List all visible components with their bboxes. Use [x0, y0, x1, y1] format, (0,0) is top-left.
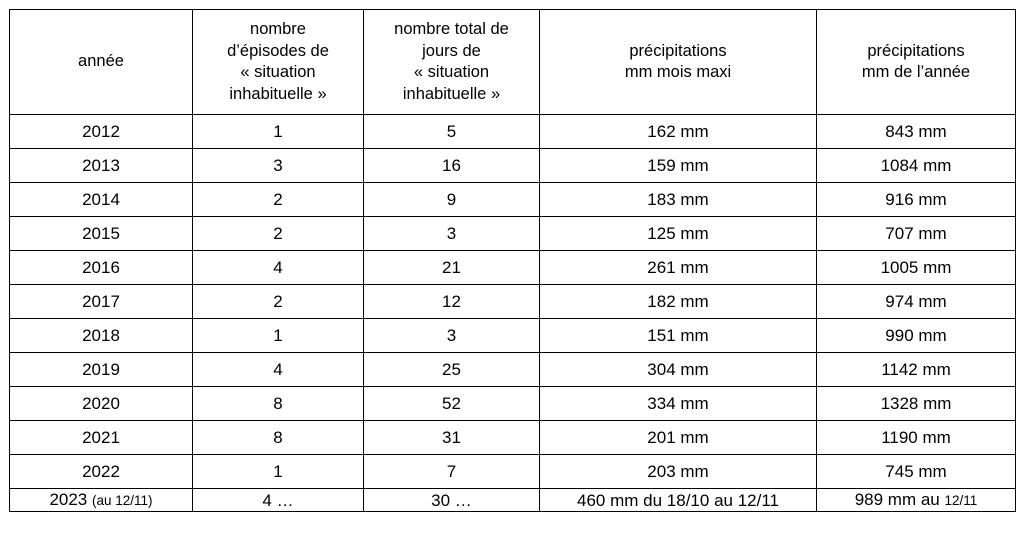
table-row — [10, 387, 1016, 421]
cell-year: 2016 — [10, 251, 193, 285]
cell-annual: 1084 mm — [817, 149, 1016, 183]
cell-max-month — [540, 489, 817, 512]
year-value: 2023 — [49, 490, 88, 509]
cell-max-month: 201 mm — [540, 421, 817, 455]
cell-episodes: 2 — [193, 285, 364, 319]
cell-annual: 1005 mm — [817, 251, 1016, 285]
table-row — [10, 285, 1016, 319]
cell-episodes: 2 — [193, 183, 364, 217]
cell-year: 2017 — [10, 285, 193, 319]
cell-episodes: 1 — [193, 115, 364, 149]
cell-days: 5 — [364, 115, 540, 149]
cell-days: 3 — [364, 217, 540, 251]
cell-annual — [817, 489, 1016, 512]
cell-episodes: 1 — [193, 319, 364, 353]
cell-episodes: 4 … — [193, 489, 364, 512]
cell-max-month: 151 mm — [540, 319, 817, 353]
cell-days: 30 … — [364, 489, 540, 512]
cell-days: 25 — [364, 353, 540, 387]
table-row — [10, 115, 1016, 149]
table-row — [10, 319, 1016, 353]
cell-episodes: 3 — [193, 149, 364, 183]
table-row-2023 — [10, 489, 1016, 512]
cell-annual: 974 mm — [817, 285, 1016, 319]
cell-days: 3 — [364, 319, 540, 353]
table-body — [10, 115, 1016, 489]
header-line: mm de l’année — [861, 63, 971, 81]
table-row — [10, 251, 1016, 285]
header-line: « situation — [413, 63, 490, 81]
cell-annual: 1328 mm — [817, 387, 1016, 421]
header-precip-annee — [817, 10, 1016, 115]
table-row — [10, 455, 1016, 489]
max-month-value: 460 mm — [577, 490, 639, 510]
annual-note: 12/11 — [944, 493, 978, 508]
cell-episodes: 2 — [193, 217, 364, 251]
cell-year: 2013 — [10, 149, 193, 183]
cell-days: 12 — [364, 285, 540, 319]
cell-days: 7 — [364, 455, 540, 489]
table-row — [10, 217, 1016, 251]
cell-max-month: 125 mm — [540, 217, 817, 251]
table-row — [10, 421, 1016, 455]
cell-annual: 990 mm — [817, 319, 1016, 353]
rainfall-episodes-table — [9, 9, 1016, 512]
cell-year — [10, 489, 193, 512]
year-note: (au 12/11) — [92, 493, 153, 508]
cell-days: 52 — [364, 387, 540, 421]
cell-episodes: 4 — [193, 353, 364, 387]
header-line: inhabituelle » — [402, 84, 501, 103]
cell-max-month: 182 mm — [540, 285, 817, 319]
cell-year: 2012 — [10, 115, 193, 149]
table-header-row — [10, 10, 1016, 115]
cell-annual: 707 mm — [817, 217, 1016, 251]
cell-year: 2015 — [10, 217, 193, 251]
cell-days: 21 — [364, 251, 540, 285]
cell-annual: 916 mm — [817, 183, 1016, 217]
cell-year: 2021 — [10, 421, 193, 455]
table-row — [10, 183, 1016, 217]
cell-max-month: 203 mm — [540, 455, 817, 489]
cell-max-month: 162 mm — [540, 115, 817, 149]
table-row — [10, 353, 1016, 387]
annual-value: 989 mm au — [854, 490, 940, 509]
header-line: nombre total de — [394, 20, 509, 38]
cell-annual: 1142 mm — [817, 353, 1016, 387]
cell-year: 2018 — [10, 319, 193, 353]
cell-max-month: 334 mm — [540, 387, 817, 421]
cell-max-month: 261 mm — [540, 251, 817, 285]
header-line: année — [78, 52, 124, 71]
header-line: « situation — [240, 63, 316, 81]
header-line: nombre — [250, 20, 306, 38]
header-line: précipitations — [867, 41, 965, 60]
header-precip-mois-maxi — [540, 10, 817, 115]
header-line: précipitations — [629, 41, 727, 60]
table-row — [10, 149, 1016, 183]
cell-episodes: 4 — [193, 251, 364, 285]
cell-days: 9 — [364, 183, 540, 217]
max-month-note: du 18/10 au 12/11 — [643, 490, 779, 510]
header-line: d’épisodes de — [227, 41, 329, 60]
cell-annual: 843 mm — [817, 115, 1016, 149]
header-annee — [10, 10, 193, 115]
cell-year: 2019 — [10, 353, 193, 387]
cell-max-month: 183 mm — [540, 183, 817, 217]
cell-episodes: 8 — [193, 421, 364, 455]
cell-episodes: 8 — [193, 387, 364, 421]
cell-days: 31 — [364, 421, 540, 455]
header-nombre-jours — [364, 10, 540, 115]
cell-year: 2020 — [10, 387, 193, 421]
cell-max-month: 159 mm — [540, 149, 817, 183]
header-line: jours de — [422, 41, 481, 60]
cell-episodes: 1 — [193, 455, 364, 489]
cell-annual: 1190 mm — [817, 421, 1016, 455]
header-line: inhabituelle » — [229, 84, 327, 103]
cell-year: 2022 — [10, 455, 193, 489]
header-line: mm mois maxi — [624, 63, 732, 81]
cell-max-month: 304 mm — [540, 353, 817, 387]
cell-year: 2014 — [10, 183, 193, 217]
header-nombre-episodes — [193, 10, 364, 115]
cell-days: 16 — [364, 149, 540, 183]
cell-annual: 745 mm — [817, 455, 1016, 489]
